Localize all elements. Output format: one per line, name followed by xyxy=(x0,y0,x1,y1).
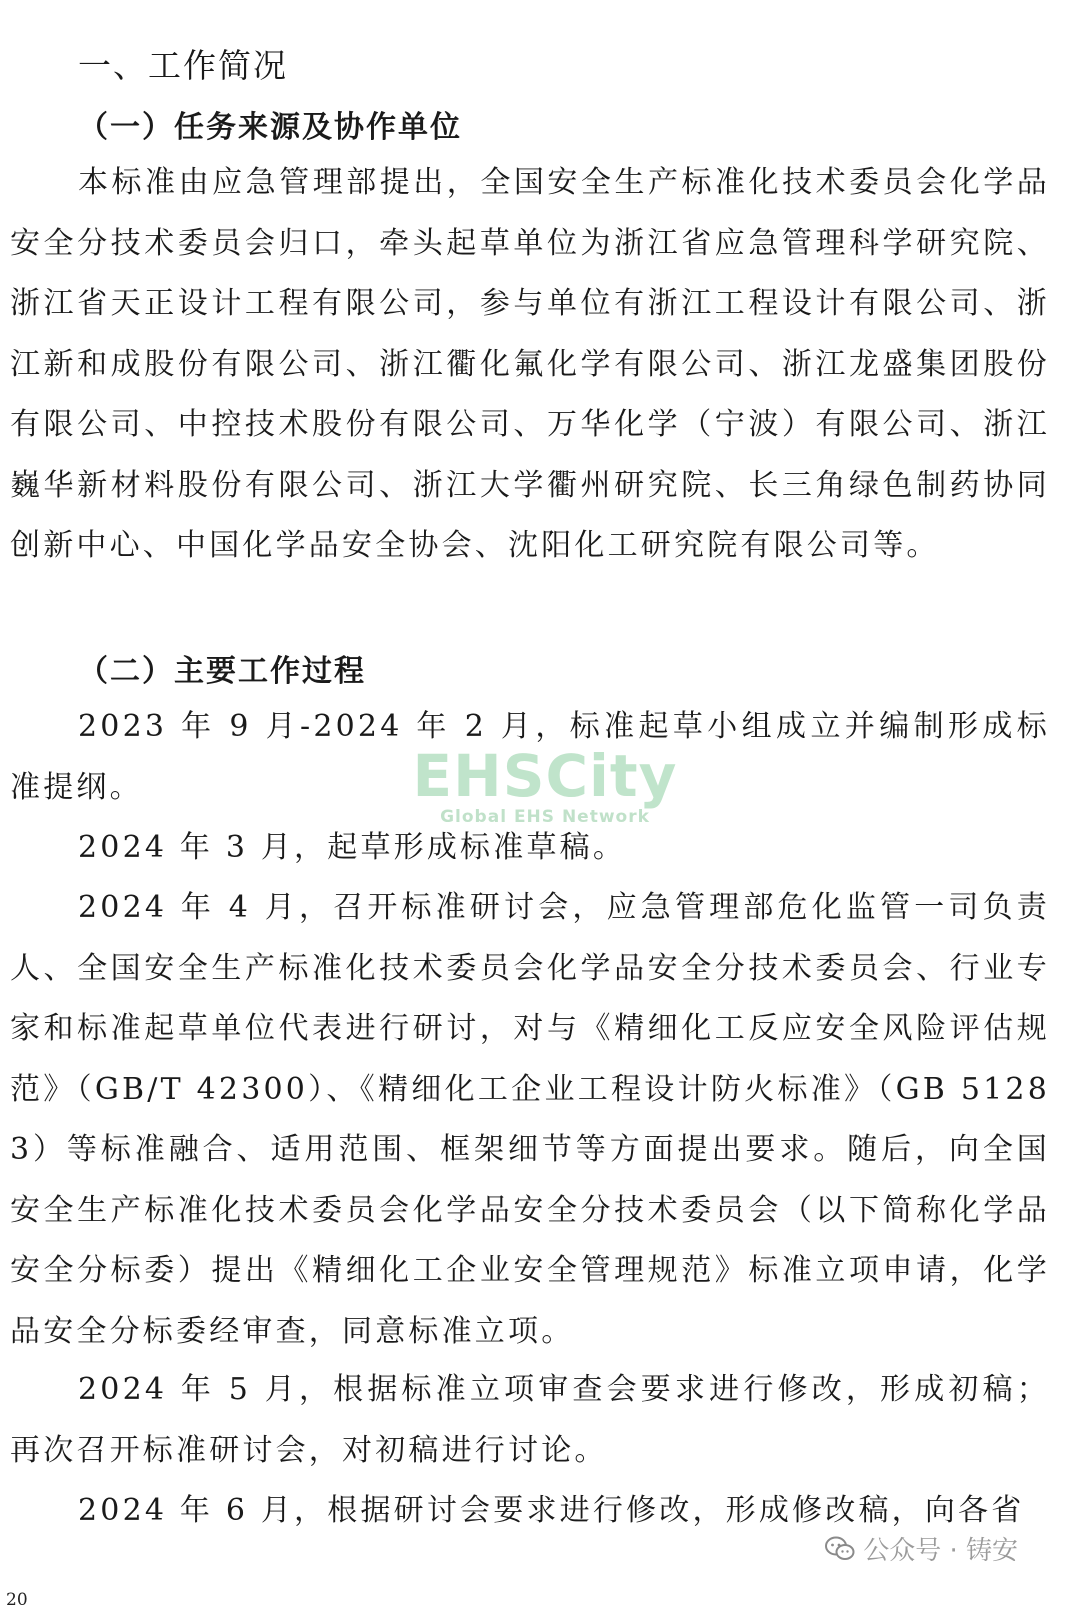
heading-work-overview: 一、工作简况 xyxy=(78,46,288,85)
page-number: 20 xyxy=(6,1590,28,1610)
watermark-tagline: Global EHS Network xyxy=(440,807,650,827)
paragraph-process-3: 2024 年 4 月，召开标准研讨会，应急管理部危化监管一司负责人、全国安全生产标准化技术委员会化学品安全分技术委员会、行业专家和标准起草单位代表进行研讨，对与《精细化工反应安全风险评估规范》（GB/T 42300）、《精细化工企业工程设计防火标准》（GB 51283）等标准融合、适用范围、框架细节等方面提出要求。随后，向全国安全生产标准化技术委员会化学品安全分技术委员会（以下简称化学品安全分标委）提出《精细化工企业安全管理规范》标准立项申请，化学品安全分标委经审查，同意标准立项。 xyxy=(10,890,1050,1349)
paragraph-process-5: 2024 年 6 月，根据研讨会要求进行修改，形成修改稿，向各省 xyxy=(78,1493,1025,1528)
watermark-logo-text: EHSCity xyxy=(412,742,678,810)
paragraph-task-source: 本标准由应急管理部提出，全国安全生产标准化技术委员会化学品安全分技术委员会归口，牵头起草单位为浙江省应急管理科学研究院、浙江省天正设计工程有限公司，参与单位有浙江工程设计有限公司、浙江新和成股份有限公司、浙江衢化氟化学有限公司、浙江龙盛集团股份有限公司、中控技术股份有限公司、万华化学（宁波）有限公司、浙江巍华新材料股份有限公司、浙江大学衢州研究院、长三角绿色制药协同创新中心、中国化学品安全协会、沈阳化工研究院有限公司等。 xyxy=(10,165,1050,563)
source-tag-text: 公众号 · 铸安 xyxy=(863,1536,1018,1566)
section-title-task-source: （一）任务来源及协作单位 xyxy=(78,110,462,145)
wechat-source-tag xyxy=(825,1530,1018,1567)
wechat-icon xyxy=(825,1536,855,1562)
section-title-work-process: （二）主要工作过程 xyxy=(78,654,366,689)
paragraph-process-4: 2024 年 5 月，根据标准立项审查会要求进行修改，形成初稿；再次召开标准研讨会，对初稿进行讨论。 xyxy=(10,1372,1050,1468)
paragraph-process-2: 2024 年 3 月，起草形成标准草稿。 xyxy=(78,830,627,865)
paragraph-process-1: 2023 年 9 月-2024 年 2 月，标准起草小组成立并编制形成标准提纲。 xyxy=(10,709,1050,805)
